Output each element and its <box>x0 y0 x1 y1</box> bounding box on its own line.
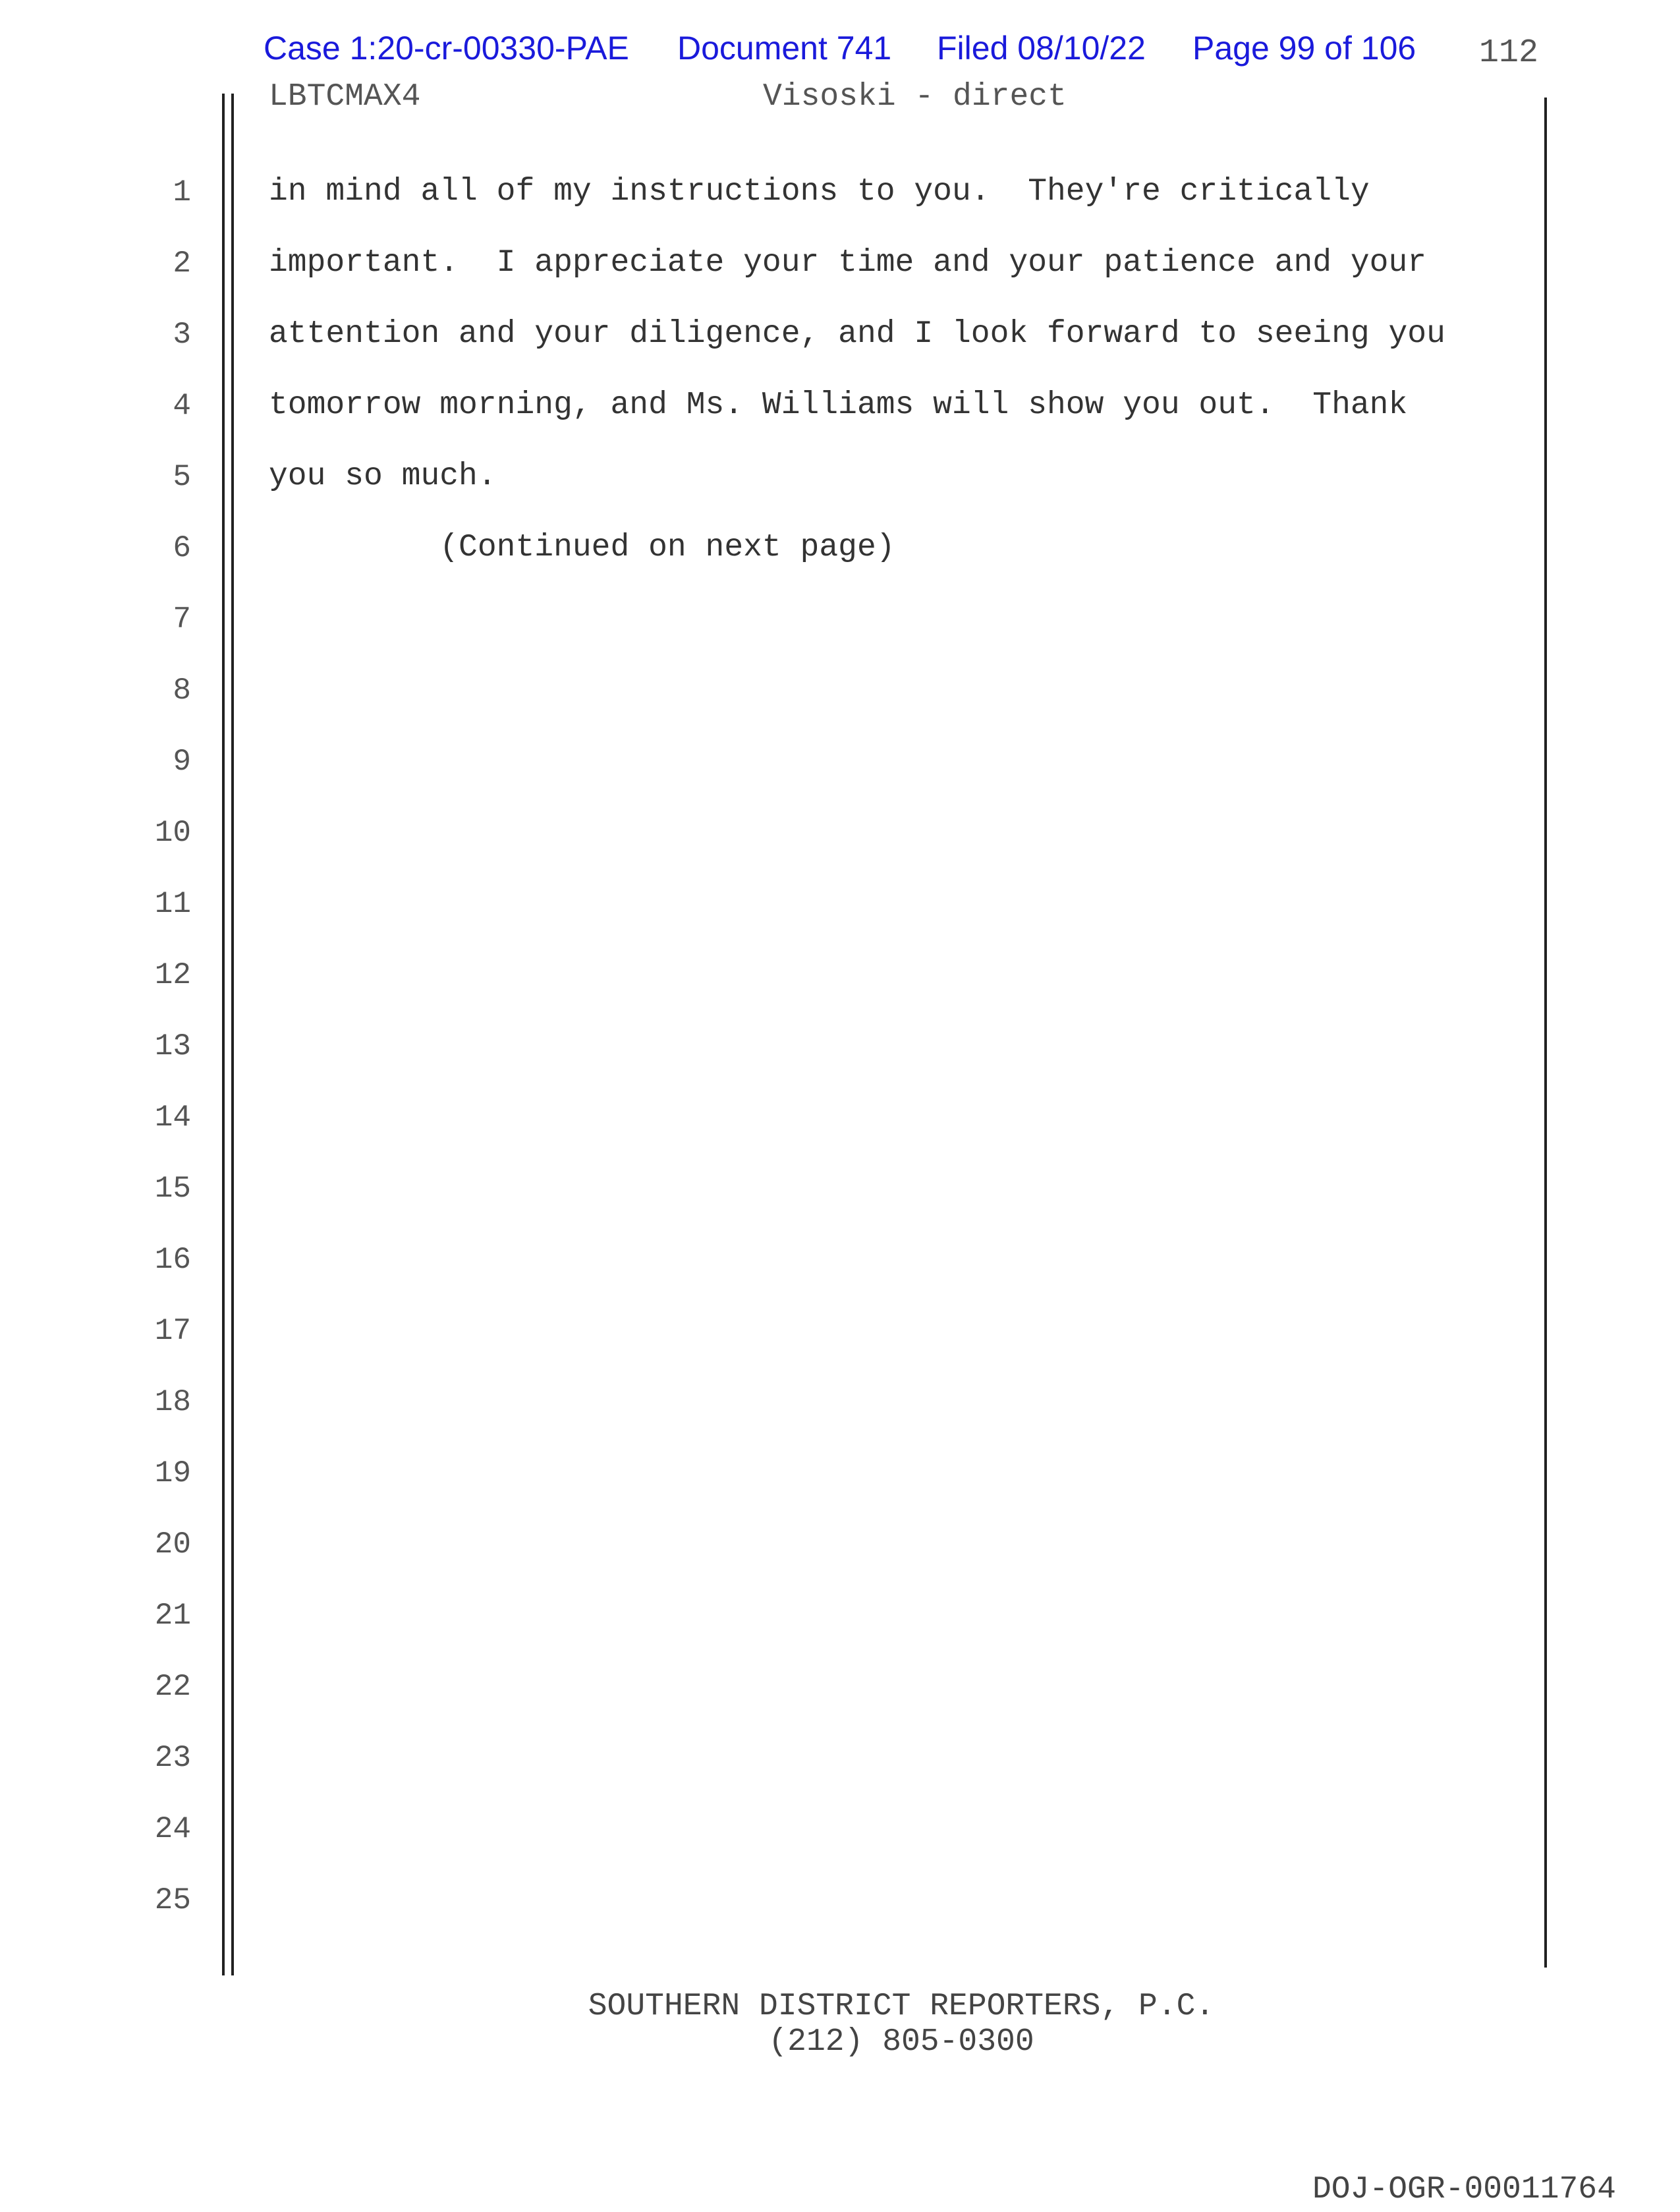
line-number: 15 <box>154 1172 191 1206</box>
transcript-line: important. I appreciate your time and your patience and your <box>269 245 1427 281</box>
line-number: 18 <box>154 1385 191 1419</box>
left-margin-rule-inner <box>231 94 234 1975</box>
reporter-phone: (212) 805-0300 <box>768 2024 1034 2060</box>
line-number: 25 <box>154 1883 191 1917</box>
transcript-line: in mind all of my instructions to you. They're critically <box>269 174 1370 210</box>
line-number: 11 <box>154 887 191 921</box>
line-number: 20 <box>154 1527 191 1562</box>
transcript-page-number: 112 <box>1479 34 1539 72</box>
header-code: LBTCMAX4 <box>269 79 421 115</box>
line-number: 2 <box>173 246 191 281</box>
line-number: 12 <box>154 958 191 992</box>
line-number: 8 <box>173 673 191 708</box>
line-number: 21 <box>154 1599 191 1633</box>
line-number: 24 <box>154 1812 191 1846</box>
bates-number: DOJ-OGR-00011764 <box>1312 2172 1616 2207</box>
reporter-name: SOUTHERN DISTRICT REPORTERS, P.C. <box>588 1989 1215 2024</box>
right-margin-rule <box>1544 98 1547 1968</box>
transcript-line: (Continued on next page) <box>269 530 895 565</box>
line-number: 19 <box>154 1456 191 1490</box>
line-number: 22 <box>154 1670 191 1704</box>
transcript-line: you so much. <box>269 459 497 494</box>
document-number: Document 741 <box>677 30 892 67</box>
transcript-line: tomorrow morning, and Ms. Williams will show you out. Thank <box>269 387 1408 423</box>
line-number: 6 <box>173 531 191 565</box>
line-number: 4 <box>173 389 191 423</box>
line-number: 13 <box>154 1029 191 1063</box>
header-title: Visoski - direct <box>763 79 1067 115</box>
line-number: 14 <box>154 1100 191 1135</box>
case-number: Case 1:20-cr-00330-PAE <box>264 30 629 67</box>
line-number: 10 <box>154 816 191 850</box>
line-number: 17 <box>154 1314 191 1348</box>
line-number: 16 <box>154 1243 191 1277</box>
page-count: Page 99 of 106 <box>1192 30 1416 67</box>
line-number: 9 <box>173 745 191 779</box>
line-number: 5 <box>173 460 191 494</box>
line-number: 7 <box>173 602 191 637</box>
transcript-line: attention and your diligence, and I look forward to seeing you <box>269 316 1445 352</box>
line-number: 3 <box>173 318 191 352</box>
filed-date: Filed 08/10/22 <box>937 30 1146 67</box>
left-margin-rule-outer <box>222 94 225 1975</box>
line-number: 23 <box>154 1741 191 1775</box>
line-number: 1 <box>173 175 191 210</box>
